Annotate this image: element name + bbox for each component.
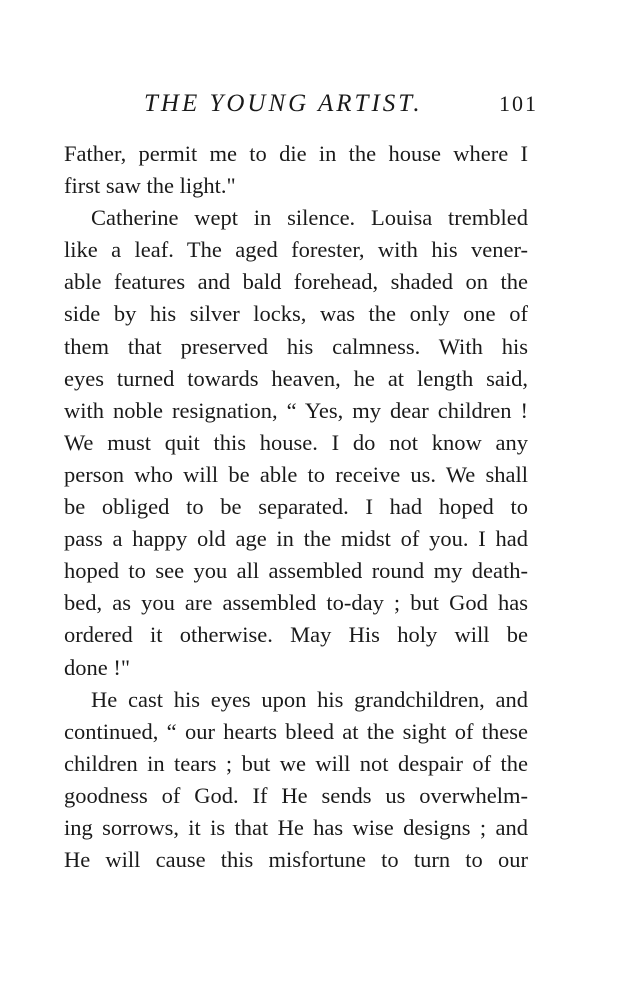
text-line: eyes turned towards heaven, he at length said, (64, 365, 528, 391)
text-line: We must quit this house. I do not know any (64, 429, 528, 455)
text-line: continued, “ our hearts bleed at the sight of these (64, 718, 528, 744)
text-line: with noble resignation, “ Yes, my dear children ! (64, 397, 528, 423)
text-line: ordered it otherwise. May His holy will be (64, 622, 528, 648)
text-line: bed, as you are assembled to-day ; but God has (64, 590, 528, 616)
text-line: like a leaf. The aged forester, with his vener- (64, 237, 528, 263)
text-line: be obliged to be separated. I had hoped to (64, 494, 528, 520)
page-header (64, 86, 538, 122)
text-line: He cast his eyes upon his grandchildren, and (91, 686, 528, 712)
text-line: able features and bald forehead, shaded on the (64, 269, 528, 295)
text-line: pass a happy old age in the midst of you. I had (64, 526, 528, 552)
text-line: side by his silver locks, was the only one of (64, 301, 528, 327)
text-line: person who will be able to receive us. We shall (64, 461, 528, 487)
running-title: THE YOUNG ARTIST. (144, 90, 423, 117)
text-line: them that preserved his calmness. With his (64, 333, 528, 359)
text-line: goodness of God. If He sends us overwhelm- (64, 782, 528, 808)
page-number: 101 (499, 91, 538, 116)
text-line: children in tears ; but we will not despair of the (64, 750, 528, 776)
text-line: He will cause this misfortune to turn to our (64, 847, 528, 873)
text-line: hoped to see you all assembled round my death- (64, 558, 528, 584)
text-line: Catherine wept in silence. Louisa trembled (91, 205, 528, 231)
text-line: ing sorrows, it is that He has wise designs ; and (64, 814, 528, 840)
text-line: first saw the light." (64, 173, 236, 199)
text-line: Father, permit me to die in the house where I (64, 141, 528, 166)
text-line: done !" (64, 654, 131, 680)
body-text (64, 138, 528, 876)
